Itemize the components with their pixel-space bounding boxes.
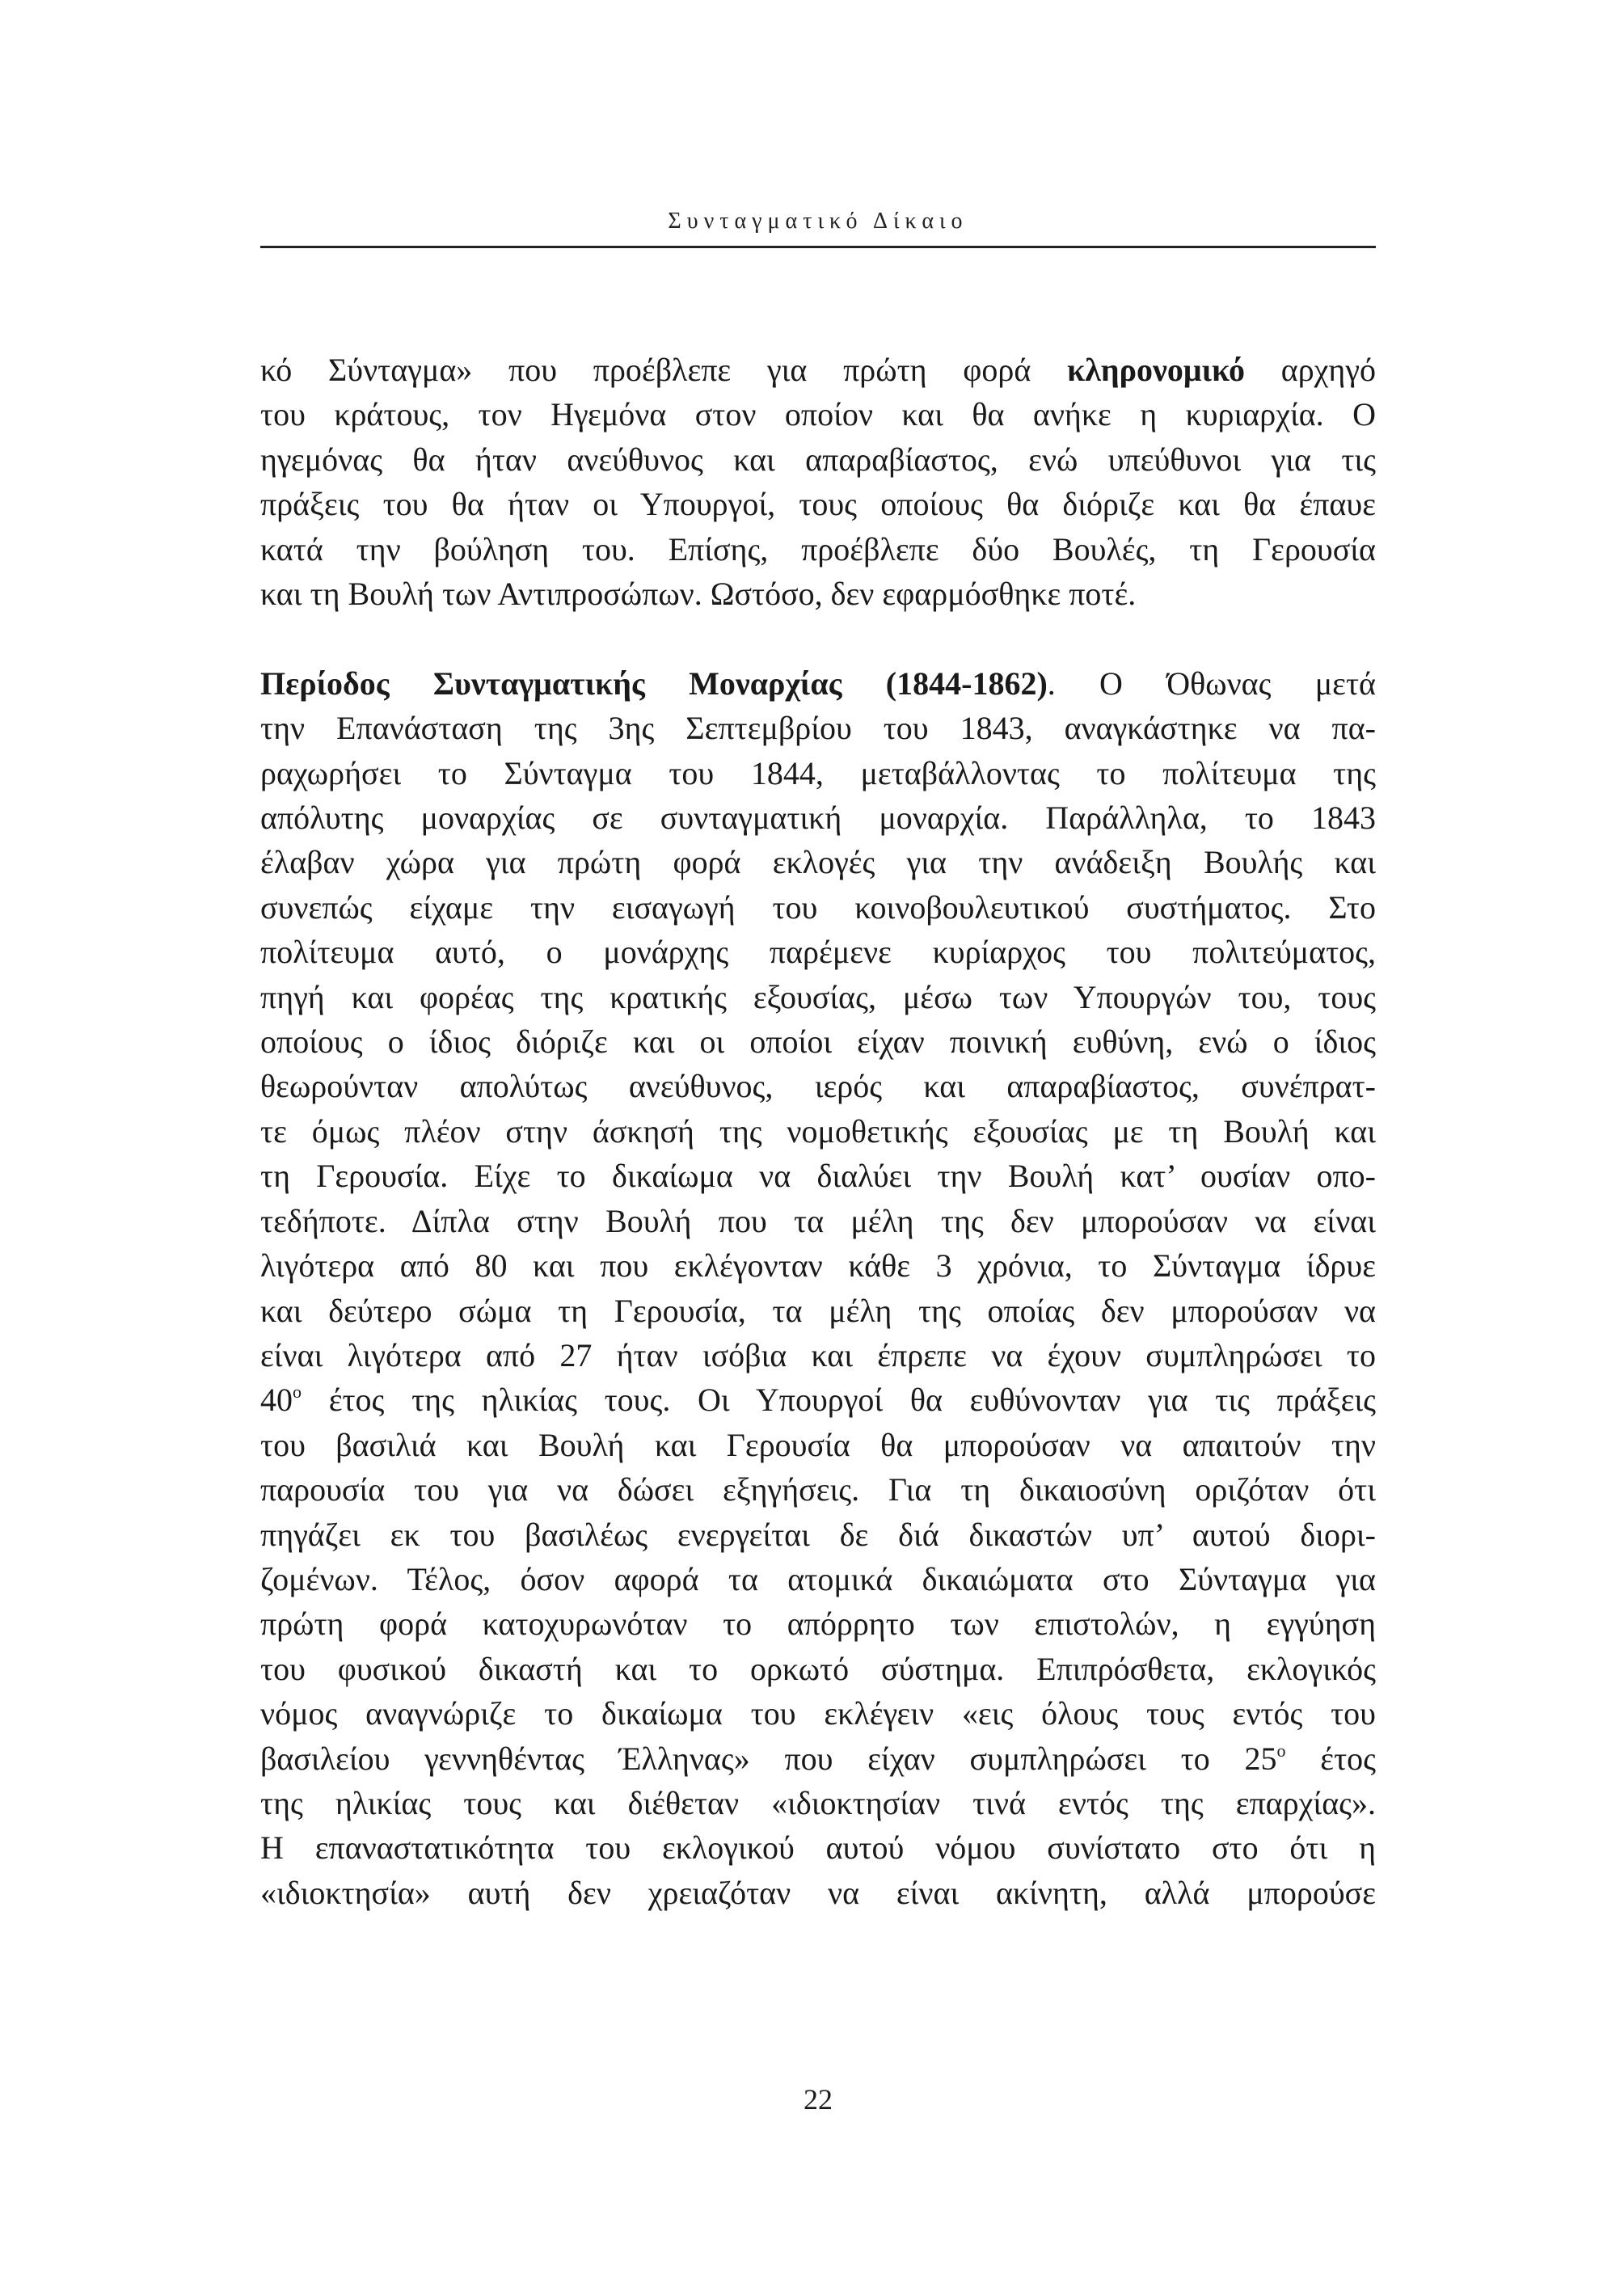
paragraph-gap xyxy=(260,616,1376,660)
text-line: και τη Βουλή των Αντιπροσώπων. Ωστόσο, δεν εφαρμόσθηκε ποτέ. xyxy=(260,576,1137,613)
text-line: λιγότερα από 80 και που εκλέγονταν κάθε 3 χρόνια, το Σύνταγμα ίδρυε xyxy=(260,1247,1376,1285)
ordinal-superscript: ο xyxy=(1276,1740,1286,1761)
text-line: έλαβαν χώρα για πρώτη φορά εκλογές για την ανάδειξη Βουλής και xyxy=(260,844,1376,881)
text-line: συνεπώς είχαμε την εισαγωγή του κοινοβουλευτικού συστήματος. Στο xyxy=(260,888,1376,926)
page-number: 22 xyxy=(804,2083,833,2116)
text-line: του φυσικού δικαστή και το ορκωτό σύστημα. Επιπρόσθετα, εκλογικός xyxy=(260,1650,1376,1687)
text-line: τη Γερουσία. Είχε το δικαίωμα να διαλύει την Βουλή κατ’ ουσίαν οπο- xyxy=(260,1158,1376,1195)
text-line: απόλυτης μοναρχίας σε συνταγματική μοναρχία. Παράλληλα, το 1843 xyxy=(260,800,1376,837)
text-line: τε όμως πλέον στην άσκησή της νομοθετικής εξουσίας με τη Βουλή και xyxy=(260,1112,1376,1150)
text-line: πηγάζει εκ του βασιλέως ενεργείται δε διά δικαστών υπ’ αυτού διορι- xyxy=(260,1516,1376,1553)
text-line: ραχωρήσει το Σύνταγμα του 1844, μεταβάλλοντας το πολίτευμα της xyxy=(260,754,1376,791)
text-line: θεωρούνταν απολύτως ανεύθυνος, ιερός και απαραβίαστος, συνέπρατ- xyxy=(260,1068,1376,1105)
ordinal-superscript: ο xyxy=(293,1382,302,1403)
text-line: πηγή και φορέας της κρατικής εξουσίας, μέσω των Υπουργών του, τους xyxy=(260,978,1376,1015)
text-line: της ηλικίας τους και διέθεταν «ιδιοκτησίαν τινά εντός της επαρχίας». xyxy=(260,1784,1376,1821)
header-rule xyxy=(260,246,1376,248)
text-line: οποίους ο ίδιος διόριζε και οι οποίοι είχαν ποινική ευθύνη, ενώ ο ίδιος xyxy=(260,1023,1376,1061)
text-line: $40^o$ έτος της ηλικίας τους. Οι Υπουργοί θα ευθύνονταν για τις πράξεις xyxy=(260,1382,1376,1419)
running-header: Συνταγματικό Δίκαιο xyxy=(668,209,968,234)
text-line: την Επανάσταση της 3ης Σεπτεμβρίου του 1843, αναγκάστηκε να πα- xyxy=(260,710,1376,747)
text-line: Η επαναστατικότητα του εκλογικού αυτού νόμου συνίστατο στο ότι η xyxy=(260,1829,1376,1867)
text-line: βασιλείου γεννηθέντας Έλληνας» που είχαν συμπληρώσει το $25^o$ έτος xyxy=(260,1740,1376,1777)
section-heading: Περίοδος Συνταγματικής Μοναρχίας (1844-1862) xyxy=(260,665,1048,702)
text-line: ηγεμόνας θα ήταν ανεύθυνος και απαραβίαστος, ενώ υπεύθυνοι για τις xyxy=(260,441,1376,478)
text-line: πολίτευμα αυτό, ο μονάρχης παρέμενε κυρίαρχος του πολιτεύματος, xyxy=(260,934,1376,971)
paragraph-continued xyxy=(260,348,1376,616)
text-line: Περίοδος Συνταγματικής Μοναρχίας (1844-1862). Ο Όθωνας μετά xyxy=(260,665,1377,702)
bold-term: κληρονομικό xyxy=(1067,352,1246,388)
text-line: κό Σύνταγμα» που προέβλεπε για πρώτη φορά κληρονομικό αρχηγό xyxy=(260,352,1377,388)
text-line: κατά την βούληση του. Επίσης, προέβλεπε δύο Βουλές, τη Γερουσία xyxy=(260,530,1376,567)
text-line: πρώτη φορά κατοχυρωνόταν το απόρρητο των επιστολών, η εγγύηση xyxy=(260,1605,1376,1643)
text-line: πράξεις του θα ήταν οι Υπουργοί, τους οποίους θα διόριζε και θα έπαυε xyxy=(260,486,1376,523)
text-line: ζομένων. Τέλος, όσον αφορά τα ατομικά δικαιώματα στο Σύνταγμα για xyxy=(260,1560,1376,1597)
body-text xyxy=(260,348,1376,1915)
paragraph-constitutional-monarchy xyxy=(260,661,1376,1915)
text-line: παρουσία του για να δώσει εξηγήσεις. Για τη δικαιοσύνη οριζόταν ότι xyxy=(260,1471,1376,1508)
text-line: του κράτους, τον Ηγεμόνα στον οποίον και θα ανήκε η κυριαρχία. Ο xyxy=(260,396,1376,433)
text-line: «ιδιοκτησία» αυτή δεν χρειαζόταν να είναι ακίνητη, αλλά μπορούσε xyxy=(260,1874,1376,1911)
text-line: του βασιλιά και Βουλή και Γερουσία θα μπορούσαν να απαιτούν την xyxy=(260,1426,1376,1463)
text-line: τεδήποτε. Δίπλα στην Βουλή που τα μέλη της δεν μπορούσαν να είναι xyxy=(260,1202,1376,1239)
text-line: είναι λιγότερα από 27 ήταν ισόβια και έπρεπε να έχουν συμπληρώσει το xyxy=(260,1336,1376,1373)
text-line: νόμος αναγνώριζε το δικαίωμα του εκλέγειν «εις όλους τους εντός του xyxy=(260,1695,1376,1732)
text-line: και δεύτερο σώμα τη Γερουσία, τα μέλη της οποίας δεν μπορούσαν να xyxy=(260,1292,1376,1329)
